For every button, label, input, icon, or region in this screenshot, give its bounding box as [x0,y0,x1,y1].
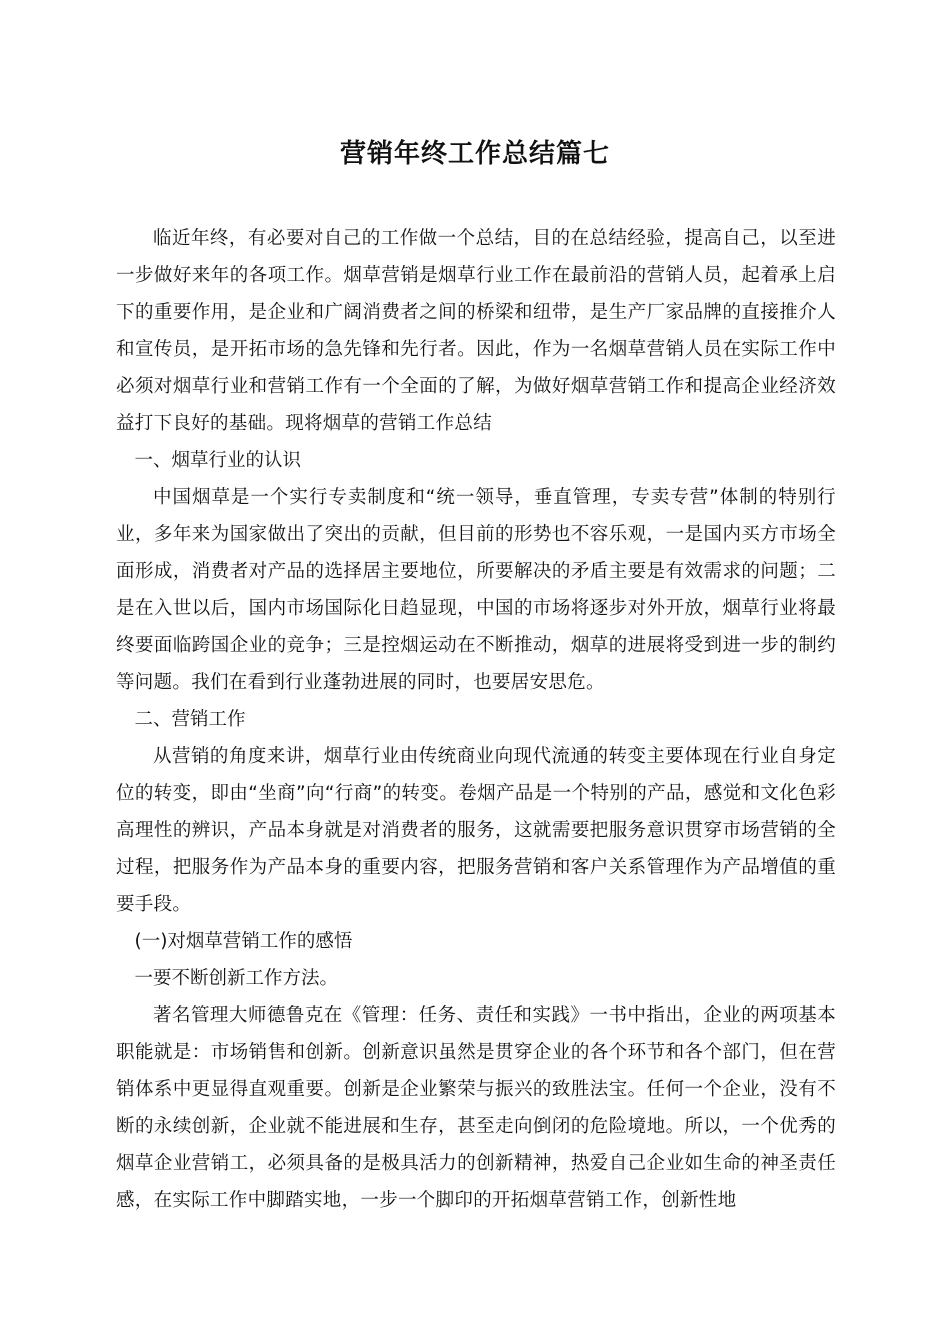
paragraph-industry: 中国烟草是一个实行专卖制度和“统一领导，垂直管理，专卖专营”体制的特别行业，多年来为国家做出了突出的贡献，但目前的形势也不容乐观，一是国内买方市场全面形成，消费者对产品的选择居主要地位，所要解决的矛盾主要是有效需求的问题；二是在入世以后，国内市场国际化日趋显现，中国的市场将逐步对外开放，烟草行业将最终要面临跨国企业的竞争；三是控烟运动在不断推动，烟草的进展将受到进一步的制约等问题。我们在看到行业蓬勃进展的同时，也要居安思危。 [116,487,836,693]
paragraph-marketing: 从营销的角度来讲，烟草行业由传统商业向现代流通的转变主要体现在行业自身定位的转变，即由“坐商”向“行商”的转变。卷烟产品是一个特别的产品，感觉和文化色彩高理性的辨识，产品本身就是对消费者的服务，这就需要把服务意识贯穿市场营销的全过程，把服务作为产品本身的重要内容，把服务营销和客户关系管理作为产品增值的重要手段。 [116,746,836,915]
paragraph-intro: 临近年终，有必要对自己的工作做一个总结，目的在总结经验，提高自己，以至进一步做好来年的各项工作。烟草营销是烟草行业工作在最前沿的营销人员，起着承上启下的重要作用，是企业和广阔消费者之间的桥梁和纽带，是生产厂家品牌的直接推介人和宣传员，是开拓市场的急先锋和先行者。因此，作为一名烟草营销人员在实际工作中必须对烟草行业和营销工作有一个全面的了解，为做好烟草营销工作和提高企业经济效益打下良好的基础。现将烟草的营销工作总结 [116,228,836,434]
subsection-heading-innovation: 一要不断创新工作方法。 [134,968,339,989]
document-title: 营销年终工作总结篇七 [339,139,610,169]
document-body [116,220,836,1219]
section-heading-industry: 一、烟草行业的认识 [134,450,302,471]
paragraph-innovation: 著名管理大师德鲁克在《管理：任务、责任和实践》一书中指出，企业的两项基本职能就是：市场销售和创新。创新意识虽然是贯穿企业的各个环节和各个部门，但在营销体系中更显得直观重要。创新是企业繁荣与振兴的致胜法宝。任何一个企业，没有不断的永续创新，企业就不能进展和生存，甚至走向倒闭的危险境地。所以，一个优秀的烟草企业营销工，必须具备的是极具活力的创新精神，热爱自己企业如生命的神圣责任感，在实际工作中脚踏实地，一步一个脚印的开拓烟草营销工作，创新性地 [116,1005,836,1211]
subsection-heading-insights: (一)对烟草营销工作的感悟 [134,931,353,952]
section-heading-marketing: 二、营销工作 [134,709,246,730]
